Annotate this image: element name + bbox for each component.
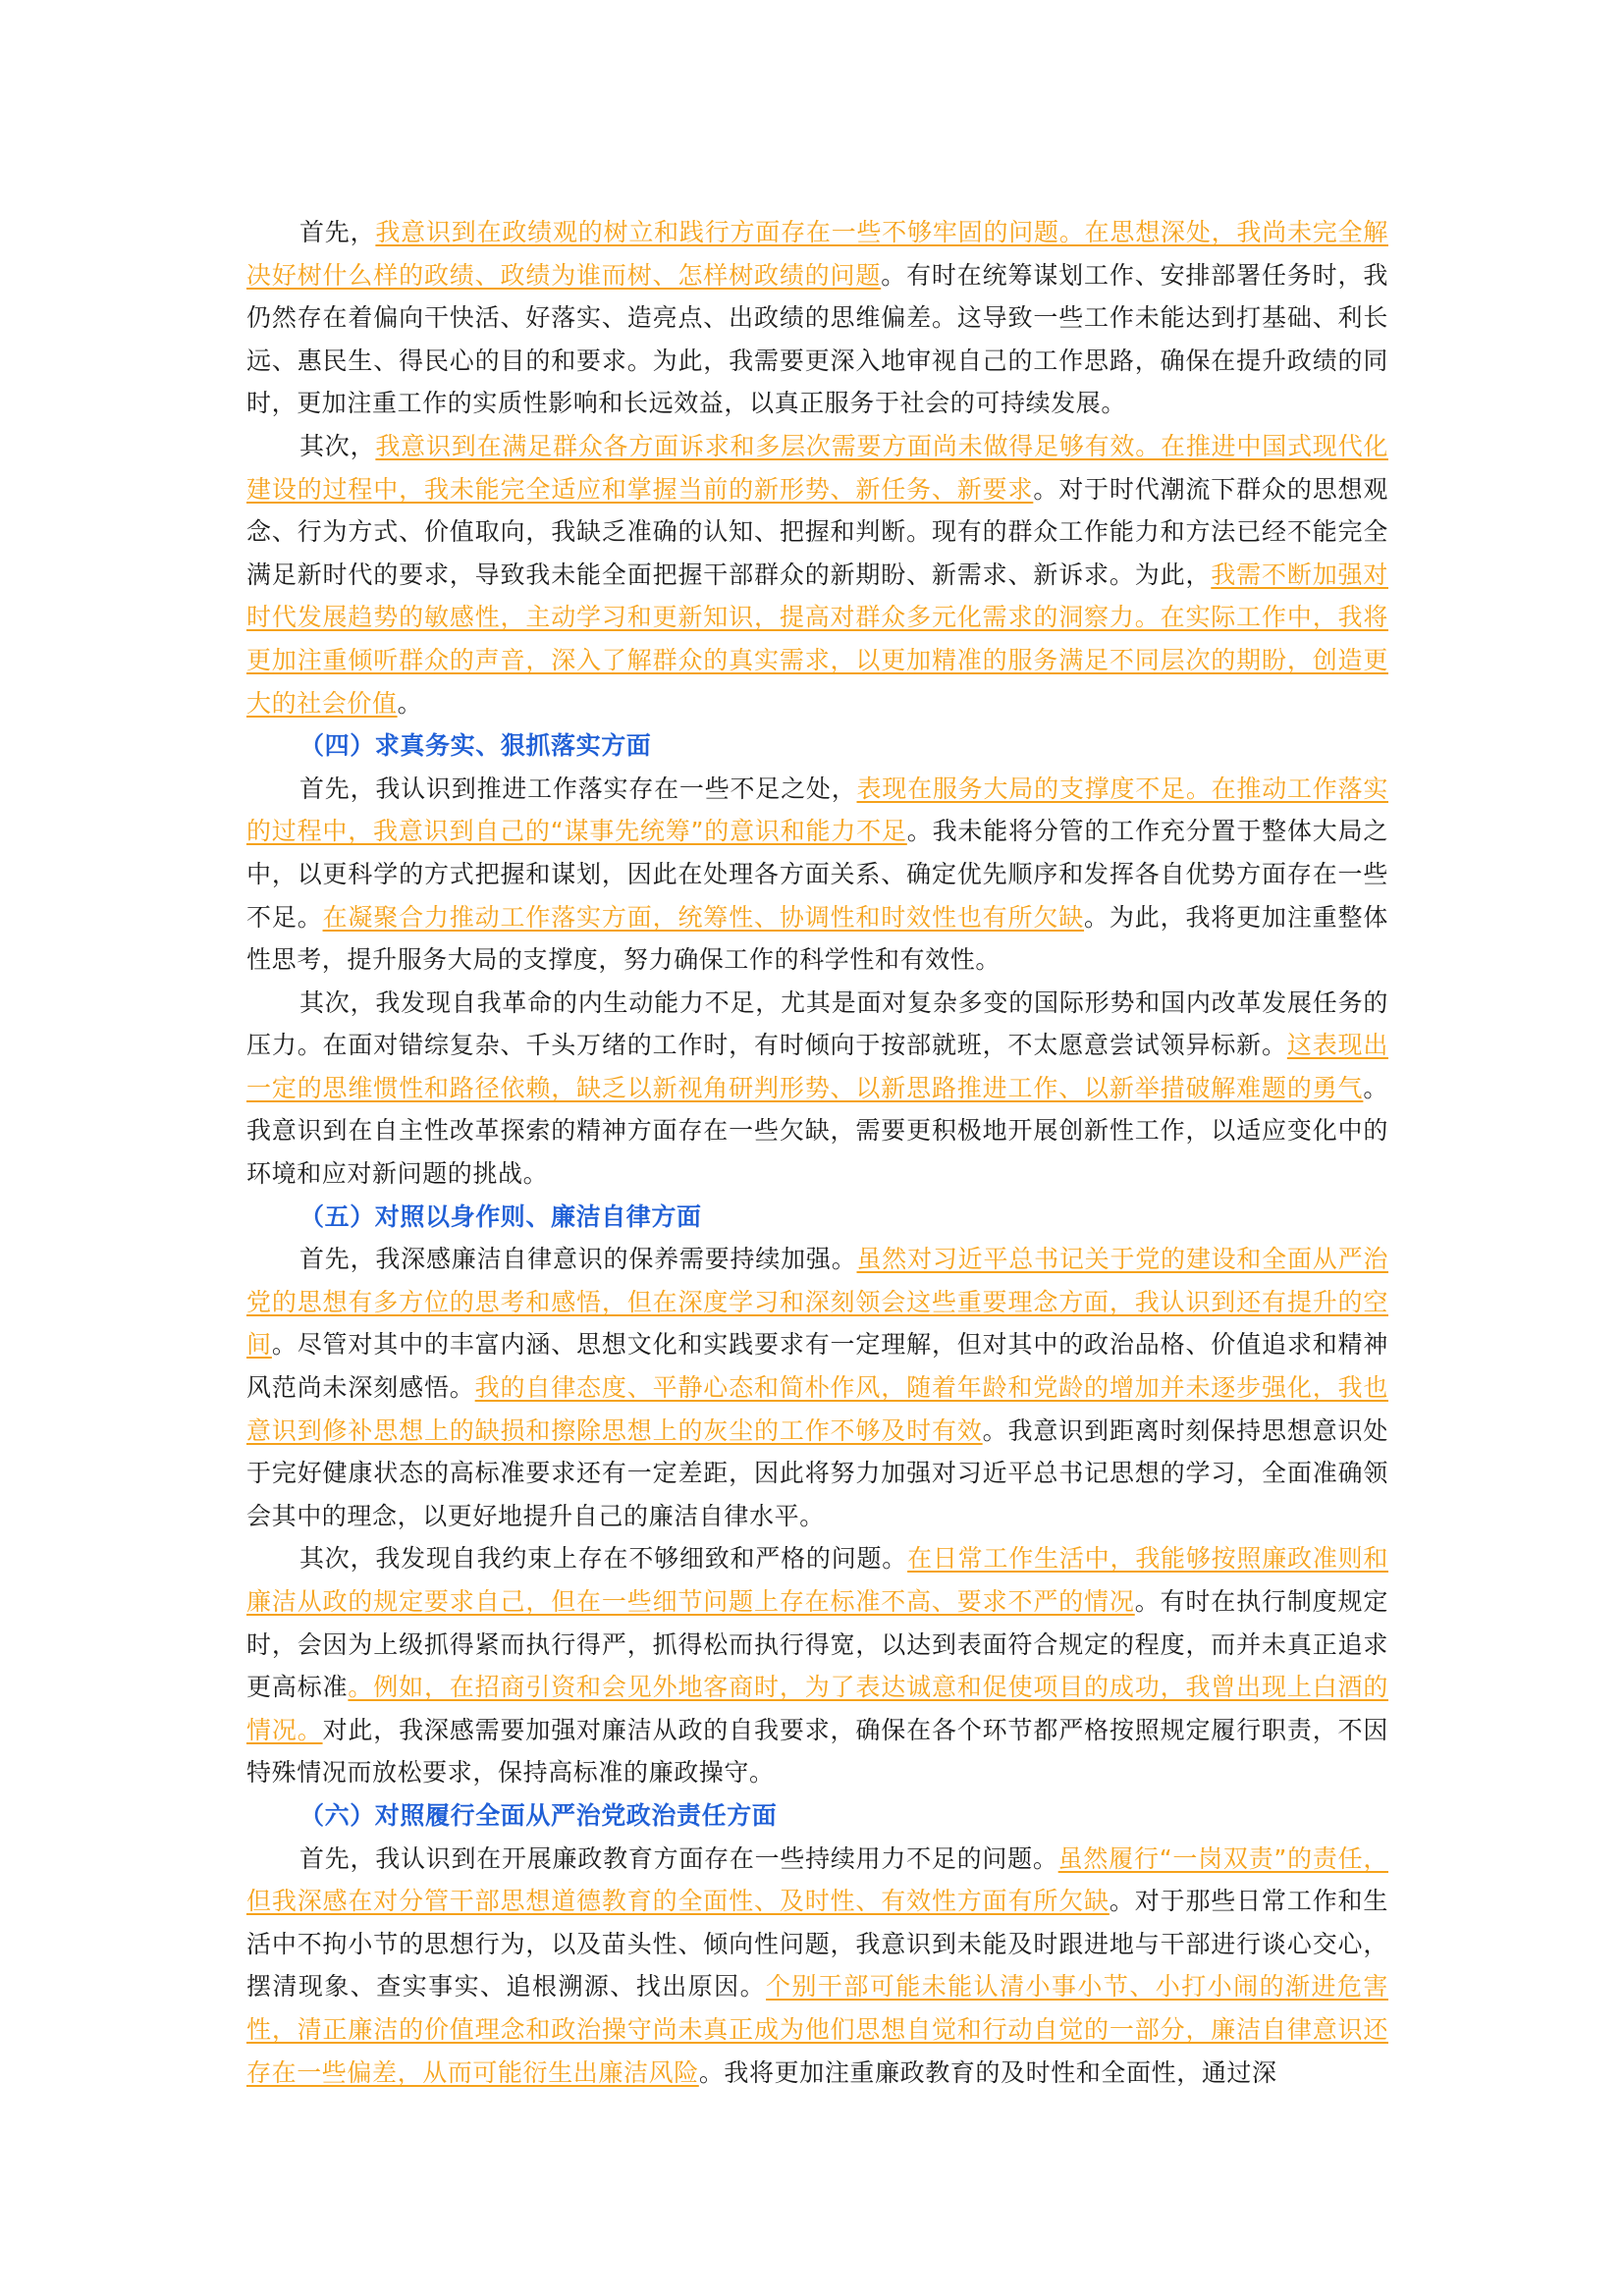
paragraph-2: 其次，我意识到在满足群众各方面诉求和多层次需要方面尚未做得足够有效。在推进中国式现代化建设的过程中，我未能完全适应和掌握当前的新形势、新任务、新要求。对于时代潮流下群众的思想观念、行为方式、价值取向，我缺乏准确的认知、把握和判断。现有的群众工作能力和方法已经不能完全满足新时代的要求，导致我未能全面把握干部群众的新期盼、新需求、新诉求。为此，我需不断加强对时代发展趋势的敏感性，主动学习和更新知识，提高对群众多元化需求的洞察力。在实际工作中，我将更加注重倾听群众的声音，深入了解群众的真实需求，以更加精准的服务满足不同层次的期盼，创造更大的社会价值。 bbox=[246, 431, 1388, 718]
section-heading-4: （四）求真务实、狠抓落实方面 bbox=[299, 731, 652, 761]
section-heading-6: （六）对照履行全面从严治党政治责任方面 bbox=[299, 1800, 778, 1830]
paragraph-4: 其次，我发现自我革命的内生动能力不足，尤其是面对复杂多变的国际形势和国内改革发展任务的压力。在面对错综复杂、千头万绪的工作时，有时倾向于按部就班，不太愿意尝试领异标新。这表现出一定的思维惯性和路径依赖，缺乏以新视角研判形势、以新思路推进工作、以新举措破解难题的勇气。我意识到在自主性改革探索的精神方面存在一些欠缺，需要更积极地开展创新性工作，以适应变化中的环境和应对新问题的挑战。 bbox=[246, 988, 1388, 1189]
section-heading-5: （五）对照以身作则、廉洁自律方面 bbox=[299, 1201, 702, 1231]
paragraph-5: 首先，我深感廉洁自律意识的保养需要持续加强。虽然对习近平总书记关于党的建设和全面从严治党的思想有多方位的思考和感悟，但在深度学习和深刻领会这些重要理念方面，我认识到还有提升的空间。尽管对其中的丰富内涵、思想文化和实践要求有一定理解，但对其中的政治品格、价值追求和精神风范尚未深刻感悟。我的自律态度、平静心态和简朴作风，随着年龄和党龄的增加并未逐步强化，我也意识到修补思想上的缺损和擦除思想上的灰尘的工作不够及时有效。我意识到距离时刻保持思想意识处于完好健康状态的高标准要求还有一定差距，因此将努力加强对习近平总书记思想的学习，全面准确领会其中的理念，以更好地提升自己的廉洁自律水平。 bbox=[246, 1245, 1389, 1530]
paragraph-1: 首先，我意识到在政绩观的树立和践行方面存在一些不够牢固的问题。在思想深处，我尚未完全解决好树什么样的政绩、政绩为谁而树、怎样树政绩的问题。有时在统筹谋划工作、安排部署任务时，我仍然存在着偏向干快活、好落实、造亮点、出政绩的思维偏差。这导致一些工作未能达到打基础、利长远、惠民生、得民心的目的和要求。为此，我需要更深入地审视自己的工作思路，确保在提升政绩的同时，更加注重工作的实质性影响和长远效益，以真正服务于社会的可持续发展。 bbox=[246, 218, 1388, 418]
paragraph-6: 其次，我发现自我约束上存在不够细致和严格的问题。在日常工作生活中，我能够按照廉政准则和廉洁从政的规定要求自己，但在一些细节问题上存在标准不高、要求不严的情况。有时在执行制度规定时，会因为上级抓得紧而执行得严，抓得松而执行得宽，以达到表面符合规定的程度，而并未真正追求更高标准。例如，在招商引资和会见外地客商时，为了表达诚意和促使项目的成功，我曾出现上白酒的情况。对此，我深感需要加强对廉洁从政的自我要求，确保在各个环节都严格按照规定履行职责，不因特殊情况而放松要求，保持高标准的廉政操守。 bbox=[246, 1544, 1389, 1788]
paragraph-3: 首先，我认识到推进工作落实存在一些不足之处，表现在服务大局的支撑度不足。在推动工作落实的过程中，我意识到自己的“谋事先统筹”的意识和能力不足。我未能将分管的工作充分置于整体大局之中，以更科学的方式把握和谋划，因此在处理各方面关系、确定优先顺序和发挥各自优势方面存在一些不足。在凝聚合力推动工作落实方面，统筹性、协调性和时效性也有所欠缺。为此，我将更加注重整体性思考，提升服务大局的支撑度，努力确保工作的科学性和有效性。 bbox=[246, 774, 1389, 975]
paragraph-7: 首先，我认识到在开展廉政教育方面存在一些持续用力不足的问题。虽然履行“一岗双责”的责任，但我深感在对分管干部思想道德教育的全面性、及时性、有效性方面有所欠缺。对于那些日常工作和生活中不拘小节的思想行为，以及苗头性、倾向性问题，我意识到未能及时跟进地与干部进行谈心交心，摆清现象、查实事实、追根溯源、找出原因。个别干部可能未能认清小事小节、小打小闹的渐进危害性，清正廉洁的价值理念和政治操守尚未真正成为他们思想自觉和行动自觉的一部分，廉洁自律意识还存在一些偏差，从而可能衍生出廉洁风险。我将更加注重廉政教育的及时性和全面性，通过深 bbox=[246, 1843, 1388, 2087]
document-page bbox=[246, 211, 1388, 2094]
